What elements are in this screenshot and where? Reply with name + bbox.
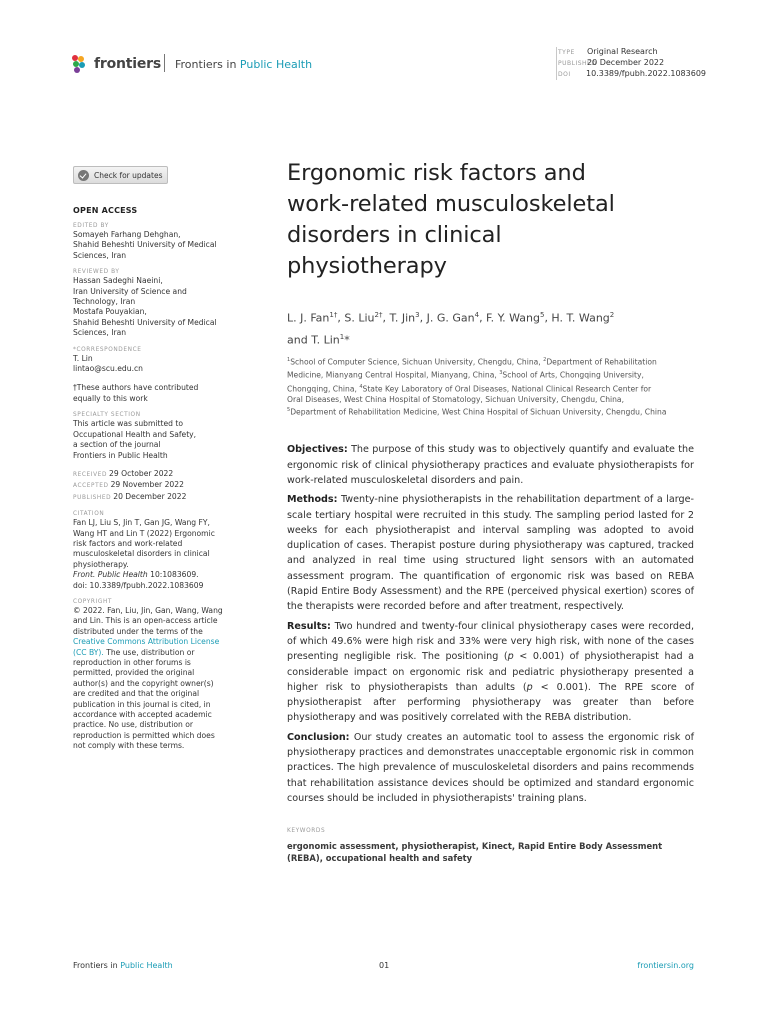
frontiers-logo[interactable] <box>72 55 161 73</box>
cc-by-link[interactable]: (CC BY). <box>73 647 104 657</box>
article-title: Ergonomic risk factors and work-related musculoskeletal disorders in clinical physiotherapy <box>287 160 615 279</box>
copyright-info: © 2022. Fan, Liu, Jin, Gan, Wang, Wang and Lin. This is an open-access article distributed under the terms of the Creative Commons Attribution License (CC BY). The use, distribution or reproduction in other forums is permitted, provided the original author(s) and the copyright owner(s) are credited and that the original publication in this journal is cited, in accordance with accepted academic practice. No use, distribution or reproduction is permitted which does not comply with these terms. <box>73 606 238 752</box>
dates-block <box>73 469 238 503</box>
brand-wordmark: frontiers <box>94 56 162 72</box>
editor-info: Somayeh Farhang Dehghan, Shahid Beheshti University of Medical Sciences, Iran <box>73 230 217 260</box>
date-published: PUBLISHED 20 December 2022 <box>73 491 187 501</box>
frontiers-logo-icon <box>72 55 90 73</box>
date-received: RECEIVED 29 October 2022 <box>73 468 174 478</box>
header-divider <box>164 54 165 72</box>
article-sidebar <box>73 166 238 752</box>
reviewer-info: Hassan Sadeghi Naeini, Iran University of Science and Technology, Iran Mostafa Pouyakian, Shahid Beheshti University of Medical Sciences, Iran <box>73 276 217 338</box>
citation-label: CITATION <box>73 511 105 518</box>
meta-type: TYPE Original Research <box>558 47 658 56</box>
article-main <box>287 158 694 864</box>
journal-name[interactable]: Frontiers in Public Health <box>175 58 313 71</box>
correspondence-label: *CORRESPONDENCE <box>73 346 142 353</box>
author-list <box>287 306 694 349</box>
affiliations: $^1$School of Computer Science, Sichuan University, Chengdu, China, $^2$Department of Rehabilitation Medicine, Mianyang Central Hospital, Mianyang, China, $^3$School of Arts, Chongqing University, Chongqing, China, $^4$State Key Laboratory of Oral Diseases, National Clinical Research Center for Oral Diseases, West China Hospital of Stomatology, Sichuan University, Chengdu, China, $^5$Department of Rehabilitation Medicine, West China Hospital of Sichuan University, Chengdu, China <box>287 357 667 417</box>
authors-line-1: L. J. Fan$^{1\dagger}$, S. Liu$^{2\dagger}$, T. Jin$^3$, J. G. Gan$^4$, F. Y. Wang$^5$, H. T. Wang$^2$ <box>287 311 615 325</box>
abstract-objectives: Objectives: The purpose of this study was to objectively quantify and evaluate the ergonomic risk of clinical physiotherapy practices and evaluate physiotherapists for work-related musculoskeletal disorders and pain. <box>287 444 694 486</box>
open-access-label: OPEN ACCESS <box>73 206 138 215</box>
correspondence-info: T. Lin lintao@scu.edu.cn <box>73 354 238 375</box>
check-for-updates-button[interactable]: Check for updates <box>73 166 168 184</box>
correspondence-email[interactable]: lintao@scu.edu.cn <box>73 364 143 374</box>
abstract-methods: Methods: Twenty-nine physiotherapists in the rehabilitation department of a large-scale tertiary hospital were recruited in this study. The sampling period lasted for 2 weeks for each physiotherapist and interval sampling was adopted to avoid duplication of cases. Therapist posture during physiotherapy was captured, tracked and analyzed in real time using structured light sensors with an automated assessment program. The quantification of ergonomic risk was based on REBA (Rapid Entire Body Assessment) and the RPE (perceived physical exertion) scores of the therapists were recorded before and after treatment, respectively. <box>287 494 694 613</box>
keywords: ergonomic assessment, physiotherapist, Kinect, Rapid Entire Body Assessment (REBA), occupational health and safety <box>287 841 663 864</box>
abstract <box>287 442 694 806</box>
contribution-note: †These authors have contributed equally to this work <box>73 383 199 403</box>
date-accepted: ACCEPTED 29 November 2022 <box>73 480 184 490</box>
check-icon <box>78 170 89 181</box>
authors-line-2: and T. Lin$^1$* <box>287 332 350 347</box>
citation-doi[interactable]: doi: 10.3389/fpubh.2022.1083609 <box>73 580 204 590</box>
meta-doi[interactable]: DOI 10.3389/fpubh.2022.1083609 <box>558 69 706 78</box>
footer-site-link[interactable]: frontiersin.org <box>637 961 694 970</box>
copyright-label: COPYRIGHT <box>73 598 113 605</box>
reviewed-by-label: REVIEWED BY <box>73 269 120 276</box>
article-meta <box>556 47 706 80</box>
edited-by-label: EDITED BY <box>73 223 109 229</box>
specialty-label: SPECIALTY SECTION <box>73 412 141 419</box>
cc-license-link[interactable]: Creative Commons Attribution License <box>73 637 220 647</box>
footer-journal[interactable]: Frontiers in Public Health <box>73 961 173 970</box>
page-number: 01 <box>379 961 390 970</box>
citation-info: Fan LJ, Liu S, Jin T, Gan JG, Wang FY, Wang HT and Lin T (2022) Ergonomic risk factors and work-related musculoskeletal disorders in clinical physiotherapy. Front. Public Health 10:1083609. doi: 10.3389/fpubh.2022.1083609 <box>73 518 238 591</box>
page-footer <box>73 961 694 973</box>
abstract-results: Results: Two hundred and twenty-four clinical physiotherapy cases were recorded, of which 49.6% were high risk and 33% were very high risk, with none of the cases presenting negligible risk. The positioning (p < 0.001) of physiotherapist had a considerable impact on ergonomic risk and pediatric physiotherapy presented a higher risk to physiotherapists than adults (p < 0.001). The RPE score of physiotherapist after performing physiotherapy was greater than before physiotherapy and was positively correlated with the REBA distribution. <box>287 620 694 724</box>
keywords-label: KEYWORDS <box>287 828 326 835</box>
abstract-conclusion: Conclusion: Our study creates an automatic tool to assess the ergonomic risk of physiotherapy practices and demonstrates unacceptable ergonomic risk in common practices. The high prevalence of musculoskeletal disorders and pains recommends that rehabilitation assistance devices should be optimized and standard ergonomic courses should be included in physiotherapists' training plans. <box>287 731 694 804</box>
specialty-info: This article was submitted to Occupational Health and Safety, a section of the journal Frontiers in Public Health <box>73 419 197 460</box>
meta-published: PUBLISHED 20 December 2022 <box>558 58 665 67</box>
